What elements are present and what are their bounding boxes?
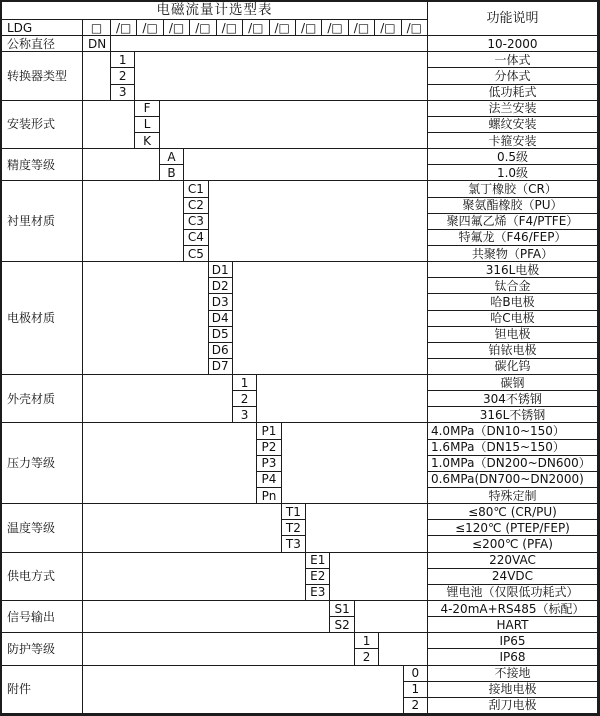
- function-desc: 碳化钨: [428, 359, 598, 375]
- model-slot: /□: [164, 20, 190, 35]
- function-desc: ≤80℃ (CR/PU): [428, 504, 598, 520]
- model-slot-strip: [111, 20, 428, 36]
- function-desc: 法兰安装: [428, 101, 598, 117]
- function-desc: IP68: [428, 649, 598, 665]
- empty-cell: [160, 101, 428, 149]
- model-slot: /□: [190, 20, 216, 35]
- option-code: D4: [209, 311, 233, 327]
- empty-cell: [83, 52, 111, 100]
- function-desc: 分体式: [428, 68, 598, 84]
- empty-cell: [233, 262, 428, 375]
- group-label: 附件: [2, 666, 83, 714]
- function-desc: IP65: [428, 633, 598, 649]
- model-slot: /□: [349, 20, 375, 35]
- function-desc: 卡箍安装: [428, 133, 598, 149]
- option-code: D3: [209, 294, 233, 310]
- option-code: 2: [233, 391, 257, 407]
- model-prefix: LDG: [2, 20, 83, 36]
- model-slot: /□: [111, 20, 137, 35]
- group-label: 安装形式: [2, 101, 83, 149]
- option-code: DN: [83, 36, 111, 52]
- empty-cell: [83, 504, 282, 552]
- group-label: 电极材质: [2, 262, 83, 375]
- function-desc: 钽电极: [428, 327, 598, 343]
- model-slot: /□: [322, 20, 348, 35]
- empty-cell: [83, 553, 306, 601]
- function-desc: 特氟龙（F46/FEP）: [428, 230, 598, 246]
- function-desc: 共聚物（PFA）: [428, 246, 598, 262]
- function-desc: 1.6MPa（DN15~150）: [428, 440, 598, 456]
- empty-cell: [282, 423, 428, 504]
- group-label: 温度等级: [2, 504, 83, 552]
- function-desc: 接地电极: [428, 682, 598, 698]
- option-code: F: [135, 101, 159, 117]
- option-code: D7: [209, 359, 233, 375]
- model-slot: /□: [375, 20, 401, 35]
- empty-cell: [83, 149, 160, 181]
- empty-cell: [330, 553, 428, 601]
- option-code: S2: [330, 617, 354, 633]
- option-code: C4: [184, 230, 208, 246]
- option-code: K: [135, 133, 159, 149]
- option-code: L: [135, 117, 159, 133]
- page-title: 电磁流量计选型表: [2, 2, 428, 20]
- function-desc: 氯丁橡胶（CR）: [428, 181, 598, 197]
- function-desc: 0.5级: [428, 149, 598, 165]
- option-code: B: [160, 165, 184, 181]
- function-desc: 锂电池（仅限低功耗式）: [428, 585, 598, 601]
- empty-cell: [83, 181, 184, 262]
- option-code: Pn: [257, 488, 281, 504]
- function-desc: 24VDC: [428, 569, 598, 585]
- function-desc: 0.6MPa(DN700~DN2000): [428, 472, 598, 488]
- model-slot: /□: [406, 20, 423, 35]
- option-code: P4: [257, 472, 281, 488]
- option-code: E2: [306, 569, 330, 585]
- option-code: C1: [184, 181, 208, 197]
- option-code: 1: [233, 375, 257, 391]
- option-code: P2: [257, 440, 281, 456]
- model-slot: /□: [137, 20, 163, 35]
- empty-cell: [83, 101, 135, 149]
- function-desc: ≤200℃ (PFA): [428, 536, 598, 552]
- option-code: T2: [282, 520, 306, 536]
- option-code: P1: [257, 423, 281, 439]
- empty-cell: [184, 149, 428, 181]
- empty-cell: [111, 36, 428, 52]
- model-slot: /□: [243, 20, 269, 35]
- function-column-header: 功能说明: [428, 2, 598, 36]
- function-desc: 哈C电极: [428, 311, 598, 327]
- function-desc: 聚氨酯橡胶（PU）: [428, 198, 598, 214]
- option-code: 2: [404, 698, 428, 714]
- function-desc: 316L不锈钢: [428, 407, 598, 423]
- option-code: T3: [282, 536, 306, 552]
- model-box-cell: □: [83, 20, 111, 36]
- group-label: 衬里材质: [2, 181, 83, 262]
- empty-cell: [83, 423, 257, 504]
- group-label: 转换器类型: [2, 52, 83, 100]
- empty-cell: [379, 633, 428, 665]
- model-slot: /□: [296, 20, 322, 35]
- function-desc: 聚四氟乙烯（F4/PTFE）: [428, 214, 598, 230]
- function-desc: 304不锈钢: [428, 391, 598, 407]
- function-desc: 钛合金: [428, 278, 598, 294]
- empty-cell: [83, 375, 233, 423]
- option-code: T1: [282, 504, 306, 520]
- group-label: 信号输出: [2, 601, 83, 633]
- function-desc: 哈B电极: [428, 294, 598, 310]
- option-code: C3: [184, 214, 208, 230]
- option-code: 0: [404, 666, 428, 682]
- option-code: C2: [184, 198, 208, 214]
- option-code: 1: [355, 633, 379, 649]
- function-desc: 316L电极: [428, 262, 598, 278]
- function-desc: 低功耗式: [428, 85, 598, 101]
- option-code: D1: [209, 262, 233, 278]
- option-code: 1: [111, 52, 135, 68]
- group-label: 外壳材质: [2, 375, 83, 423]
- function-desc: 不接地: [428, 666, 598, 682]
- option-code: E1: [306, 553, 330, 569]
- option-code: D6: [209, 343, 233, 359]
- empty-cell: [83, 666, 404, 714]
- group-label: 精度等级: [2, 149, 83, 181]
- option-code: 3: [233, 407, 257, 423]
- function-desc: 220VAC: [428, 553, 598, 569]
- group-label: 供电方式: [2, 553, 83, 601]
- function-desc: 4-20mA+RS485（标配）: [428, 601, 598, 617]
- option-code: 1: [404, 682, 428, 698]
- empty-cell: [209, 181, 428, 262]
- model-slot: /□: [217, 20, 243, 35]
- function-desc: 4.0MPa（DN10~150）: [428, 423, 598, 439]
- function-desc: 铂铱电极: [428, 343, 598, 359]
- group-label-diameter: 公称直径: [2, 36, 83, 52]
- function-desc: 螺纹安装: [428, 117, 598, 133]
- group-label: 防护等级: [2, 633, 83, 665]
- function-desc: 1.0MPa（DN200~DN600）: [428, 456, 598, 472]
- function-desc: 1.0级: [428, 165, 598, 181]
- empty-cell: [83, 633, 355, 665]
- empty-cell: [135, 52, 428, 100]
- option-code: P3: [257, 456, 281, 472]
- group-label: 压力等级: [2, 423, 83, 504]
- option-code: 2: [111, 68, 135, 84]
- function-desc: 特殊定制: [428, 488, 598, 504]
- model-slot: /□: [270, 20, 296, 35]
- option-code: 2: [355, 649, 379, 665]
- empty-cell: [355, 601, 428, 633]
- option-code: C5: [184, 246, 208, 262]
- function-desc: HART: [428, 617, 598, 633]
- empty-cell: [83, 601, 330, 633]
- function-desc: 10-2000: [428, 36, 598, 52]
- function-desc: 刮刀电极: [428, 698, 598, 714]
- option-code: S1: [330, 601, 354, 617]
- empty-cell: [306, 504, 428, 552]
- option-code: E3: [306, 585, 330, 601]
- option-code: D5: [209, 327, 233, 343]
- function-desc: ≤120℃ (PTEP/FEP): [428, 520, 598, 536]
- option-code: D2: [209, 278, 233, 294]
- option-code: A: [160, 149, 184, 165]
- empty-cell: [257, 375, 428, 423]
- empty-cell: [83, 262, 209, 375]
- function-desc: 一体式: [428, 52, 598, 68]
- function-desc: 碳钢: [428, 375, 598, 391]
- option-code: 3: [111, 85, 135, 101]
